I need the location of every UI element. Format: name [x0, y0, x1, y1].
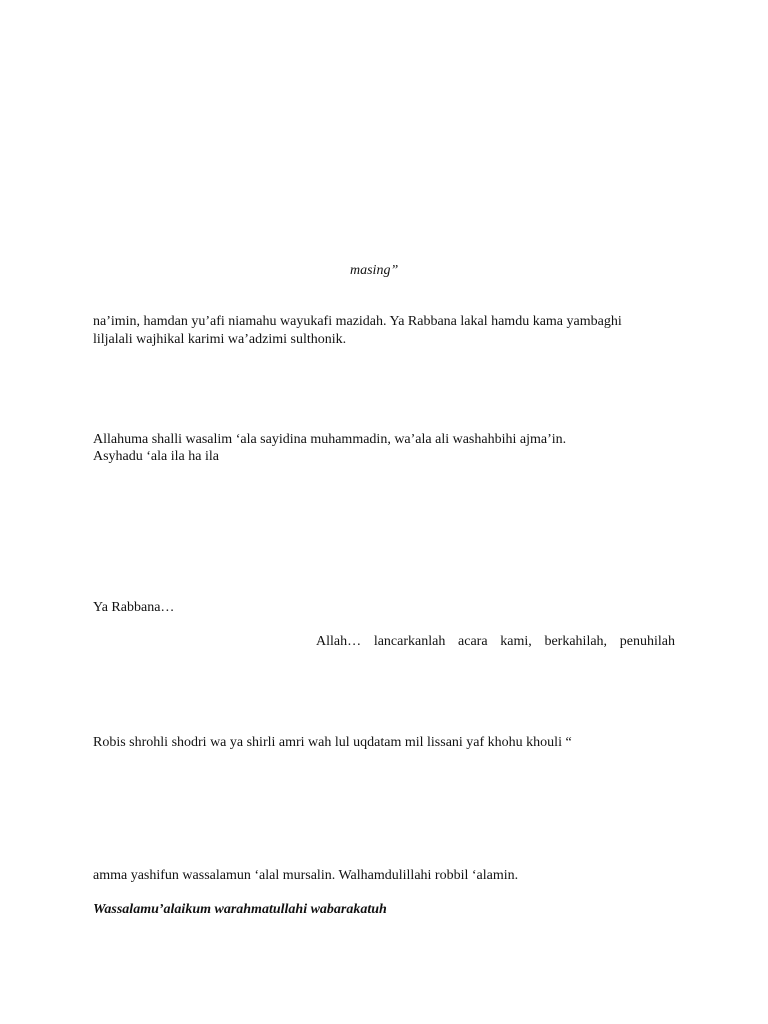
- heading-fragment: masing”: [350, 263, 399, 278]
- word: penuhilah: [619, 634, 675, 649]
- word: berkahilah,: [544, 634, 608, 649]
- word: Allah…: [316, 634, 362, 649]
- paragraph-2-line-2: Asyhadu ‘ala ila ha ila: [93, 449, 219, 464]
- word: kami,: [500, 634, 532, 649]
- paragraph-3-line-1: Ya Rabbana…: [93, 600, 175, 615]
- word: lancarkanlah: [373, 634, 446, 649]
- paragraph-1-line-2: liljalali wajhikal karimi wa’adzimi sulthonik.: [93, 332, 347, 347]
- word: acara: [458, 634, 488, 649]
- paragraph-3-line-2: [316, 633, 675, 651]
- paragraph-5-line-1: amma yashifun wassalamun ‘alal mursalin. Walhamdulillahi robbil ‘alamin.: [93, 868, 519, 883]
- paragraph-1-line-1: na’imin, hamdan yu’afi niamahu wayukafi mazidah. Ya Rabbana lakal hamdu kama yambaghi: [93, 314, 622, 329]
- paragraph-4-line-1: Robis shrohli shodri wa ya shirli amri wah lul uqdatam mil lissani yaf khohu khouli “: [93, 735, 572, 750]
- paragraph-2-line-1: Allahuma shalli wasalim ‘ala sayidina muhammadin, wa’ala ali washahbihi ajma’in.: [93, 432, 567, 447]
- closing-greeting: Wassalamu’alaikum warahmatullahi wabarakatuh: [93, 902, 387, 917]
